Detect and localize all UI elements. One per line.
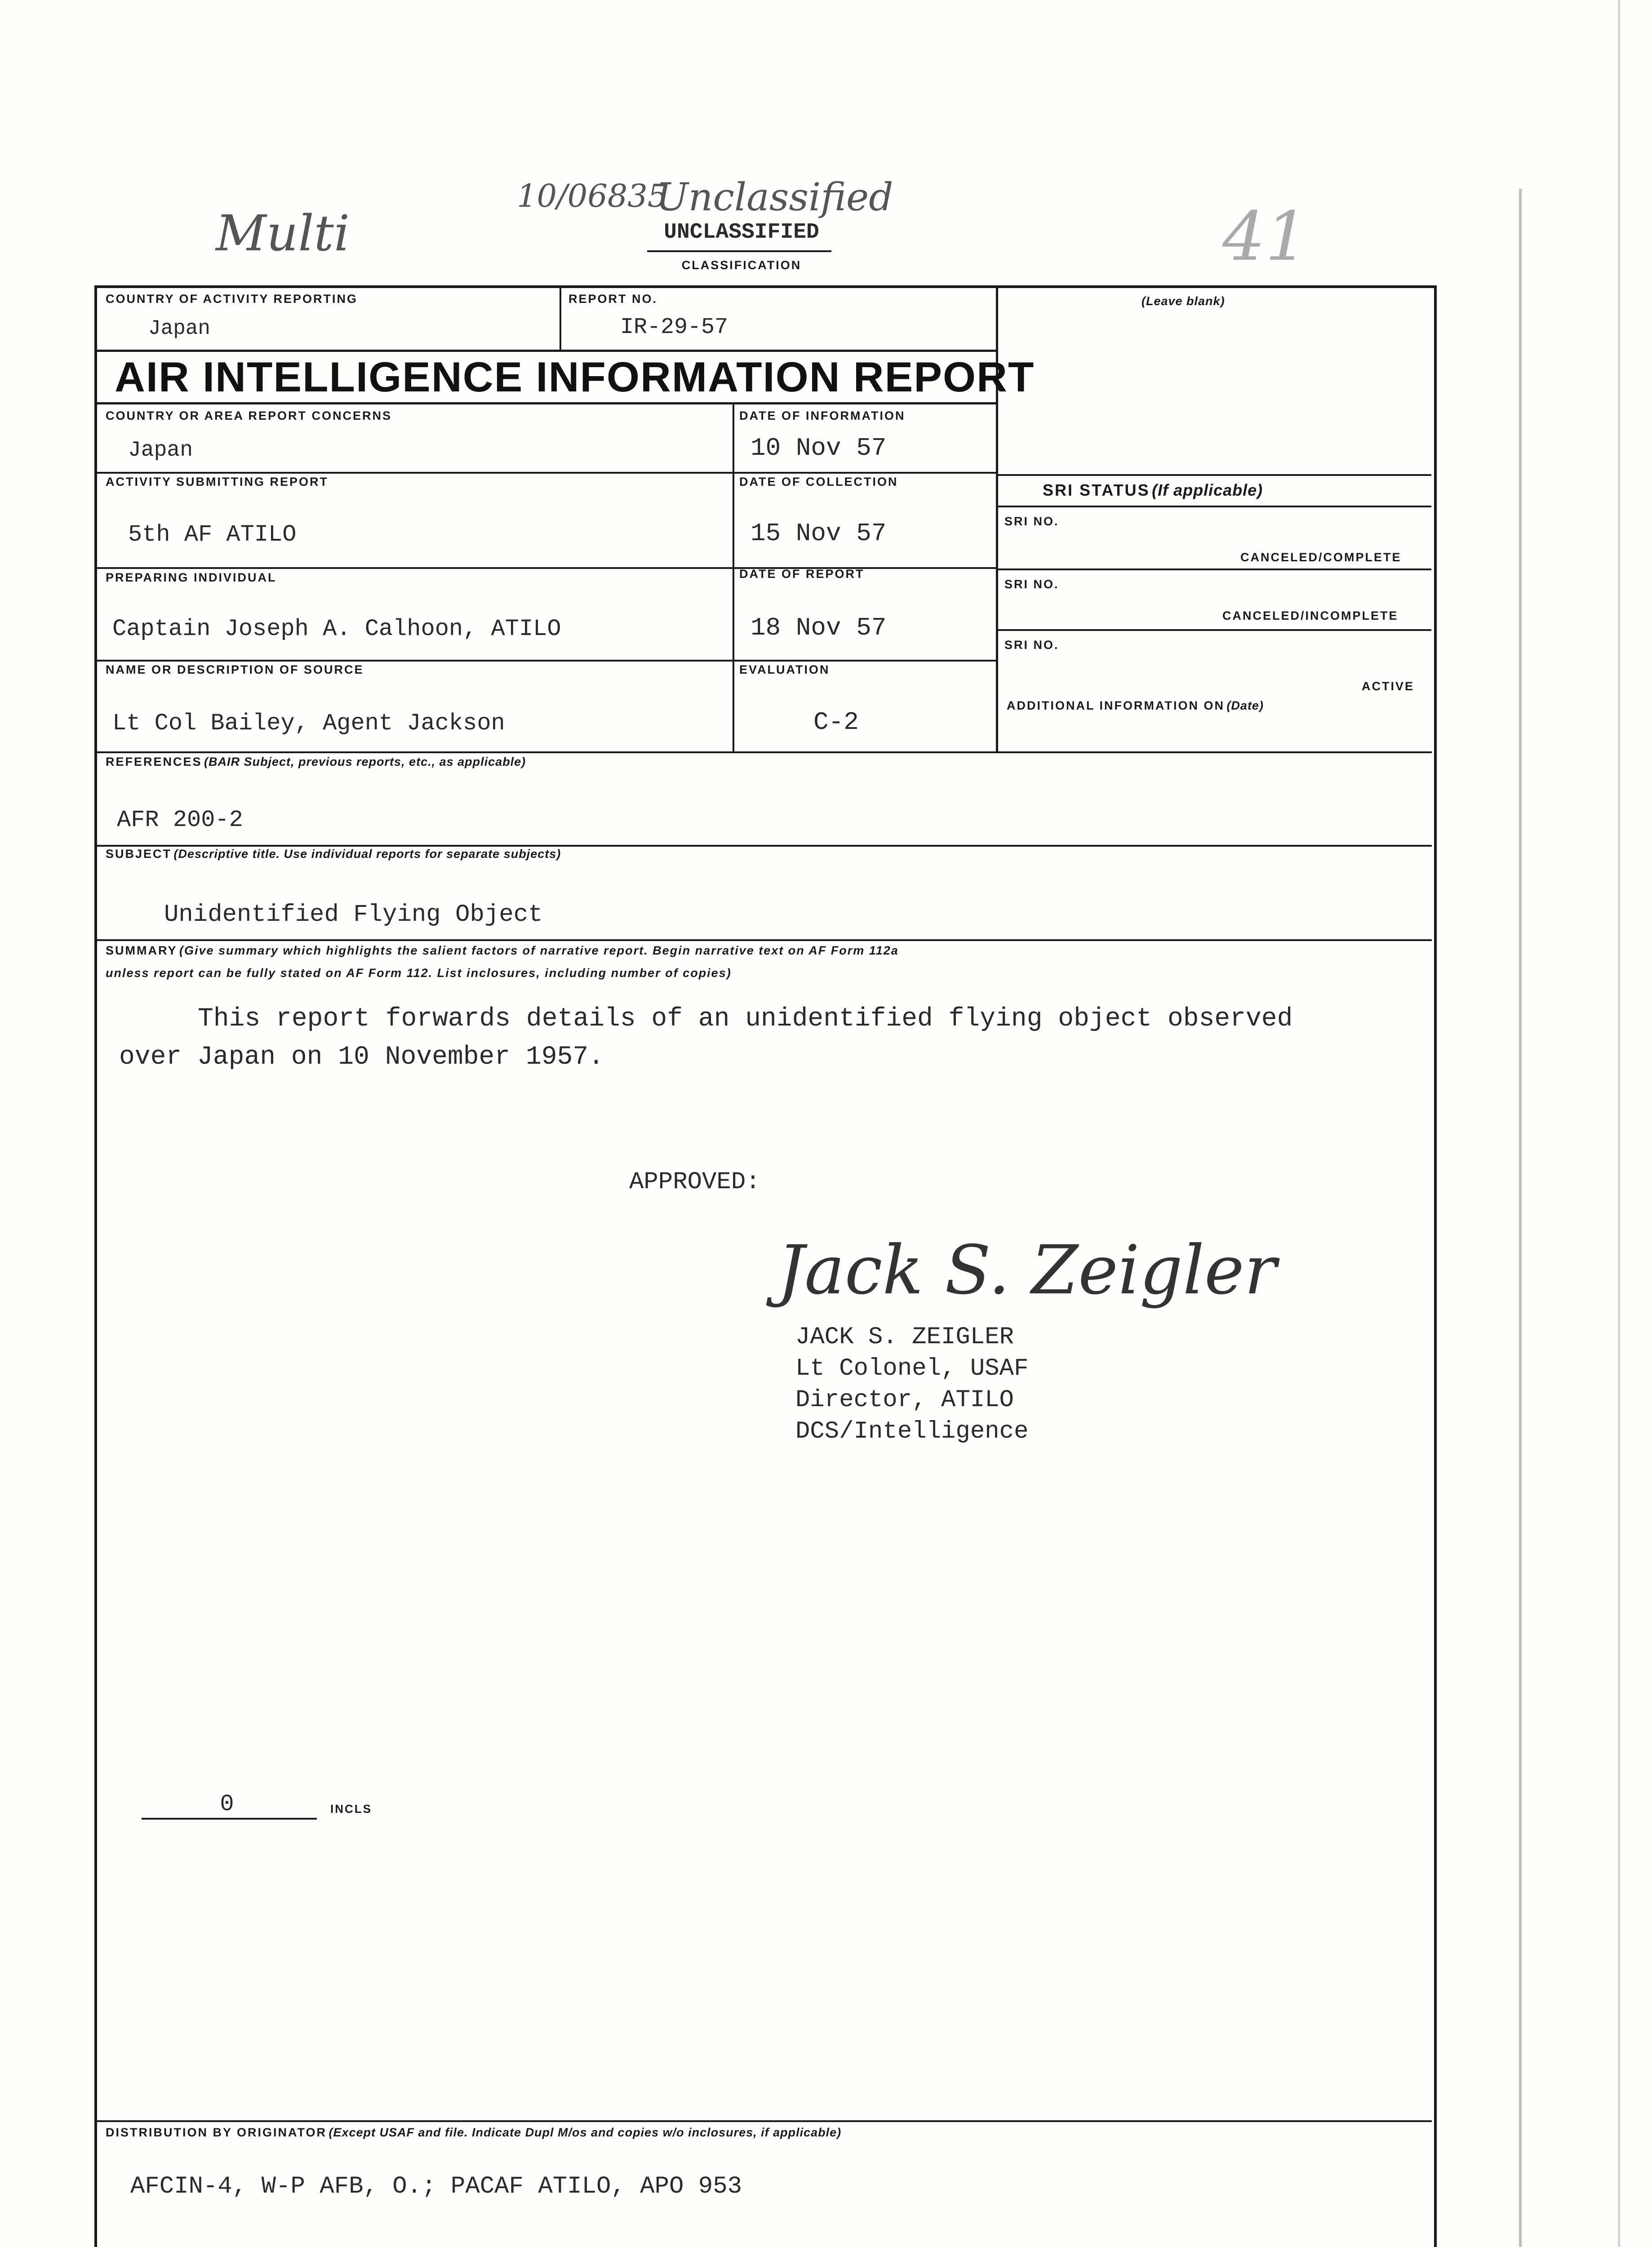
handwritten-unclassified-top: Unclassified <box>656 175 893 220</box>
references-label: REFERENCES <box>106 755 202 768</box>
report-title: AIR INTELLIGENCE INFORMATION REPORT <box>115 353 1035 400</box>
preparing-label: PREPARING INDIVIDUAL <box>106 571 277 584</box>
handwritten-number: 10/06835 <box>517 178 668 214</box>
signer-title: Director, ATILO <box>795 1386 1014 1414</box>
canceled-incomplete: CANCELED/INCOMPLETE <box>1222 609 1399 622</box>
country-concerns-label: COUNTRY OR AREA REPORT CONCERNS <box>106 409 392 422</box>
additional-info-suffix: (Date) <box>1226 699 1264 712</box>
evaluation-label: EVALUATION <box>739 663 830 676</box>
date-info-label: DATE OF INFORMATION <box>739 409 906 422</box>
references-value: AFR 200-2 <box>117 807 243 833</box>
sri-status-suffix: (If applicable) <box>1152 481 1263 499</box>
activity-label: ACTIVITY SUBMITTING REPORT <box>106 475 329 488</box>
sri-no-1: SRI NO. <box>1004 515 1059 528</box>
vrule-dates <box>733 404 734 753</box>
subject-label: SUBJECT <box>106 847 172 861</box>
date-collection-value: 15 Nov 57 <box>751 519 887 548</box>
distribution-instructions: (Except USAF and file. Indicate Dupl M/os and copies w/o inclosures, if applicable) <box>329 2126 842 2139</box>
additional-info <box>1007 699 1264 713</box>
activity-value: 5th AF ATILO <box>128 521 297 548</box>
signer-name: JACK S. ZEIGLER <box>795 1323 1014 1351</box>
summary-text-1: This report forwards details of an unidentified flying object observed <box>198 1004 1293 1034</box>
date-report-value: 18 Nov 57 <box>751 613 887 642</box>
summary-instructions-2: unless report can be fully stated on AF Form 112. List inclosures, including number of copies) <box>106 966 732 980</box>
handwritten-multi: Multi <box>216 204 350 262</box>
rule-title-bottom <box>97 402 996 404</box>
leave-blank-label: (Leave blank) <box>1141 294 1225 308</box>
classification-top-label: CLASSIFICATION <box>681 258 802 272</box>
incls-underline <box>142 1818 317 1820</box>
rule-title-top <box>97 350 996 352</box>
page-edge <box>1519 189 1522 2247</box>
sri-status <box>1043 481 1263 500</box>
subject-instructions: (Descriptive title. Use individual reports for separate subjects) <box>173 847 561 861</box>
country-activity-label: COUNTRY OF ACTIVITY REPORTING <box>106 292 358 306</box>
sri-no-3: SRI NO. <box>1004 638 1059 652</box>
summary-header <box>106 944 899 958</box>
rule-summary <box>97 939 1432 941</box>
canceled-complete: CANCELED/COMPLETE <box>1240 551 1402 564</box>
rule-distribution <box>97 2120 1432 2122</box>
rule-sri-status <box>998 474 1431 476</box>
signer-rank: Lt Colonel, USAF <box>795 1355 1029 1382</box>
source-label: NAME OR DESCRIPTION OF SOURCE <box>106 663 364 676</box>
evaluation-value: C-2 <box>813 708 859 737</box>
date-info-value: 10 Nov 57 <box>751 434 887 462</box>
additional-info-label: ADDITIONAL INFORMATION ON <box>1007 699 1225 712</box>
report-no-value: IR-29-57 <box>620 315 728 340</box>
date-report-label: DATE OF REPORT <box>739 567 865 581</box>
incls-value: 0 <box>220 1791 234 1817</box>
references-header <box>106 755 526 769</box>
signature: Jack S. Zeigler <box>777 1231 1277 1310</box>
date-collection-label: DATE OF COLLECTION <box>739 475 898 488</box>
signer-org: DCS/Intelligence <box>795 1418 1029 1445</box>
distribution-label: DISTRIBUTION BY ORIGINATOR <box>106 2126 327 2139</box>
subject-value: Unidentified Flying Object <box>164 901 543 928</box>
summary-label: SUMMARY <box>106 944 178 957</box>
rule-subject <box>97 845 1432 847</box>
distribution-header <box>106 2126 841 2140</box>
sri-status-label: SRI STATUS <box>1043 481 1150 499</box>
preparing-value: Captain Joseph A. Calhoon, ATILO <box>112 616 561 642</box>
subject-header <box>106 847 561 861</box>
handwritten-page-number: 41 <box>1222 198 1308 276</box>
incls-label: INCLS <box>330 1802 372 1816</box>
classification-underline <box>647 250 831 252</box>
country-activity-value: Japan <box>148 317 211 340</box>
rule-sri-status2 <box>998 506 1431 507</box>
summary-text-2: over Japan on 10 November 1957. <box>119 1043 604 1072</box>
report-no-label: REPORT NO. <box>568 292 658 306</box>
sri-no-2: SRI NO. <box>1004 577 1059 591</box>
rule-row2 <box>97 472 996 474</box>
approved-label: APPROVED: <box>629 1168 760 1196</box>
vrule-report-no <box>560 288 561 351</box>
source-value: Lt Col Bailey, Agent Jackson <box>112 710 505 737</box>
rule-sri-2 <box>998 568 1431 570</box>
rule-sri-3 <box>998 629 1431 631</box>
references-instructions: (BAIR Subject, previous reports, etc., as applicable) <box>204 755 526 768</box>
distribution-value: AFCIN-4, W-P AFB, O.; PACAF ATILO, APO 953 <box>130 2173 742 2200</box>
summary-instructions-1: (Give summary which highlights the salient factors of narrative report. Begin narrative text on AF Form 112a <box>179 944 899 957</box>
page-edge-right <box>1618 0 1620 2247</box>
rule-row4 <box>97 660 996 662</box>
classification-top: UNCLASSIFIED <box>664 220 819 244</box>
country-concerns-value: Japan <box>128 438 193 462</box>
active-label: ACTIVE <box>1362 679 1415 693</box>
rule-references <box>97 751 1432 753</box>
